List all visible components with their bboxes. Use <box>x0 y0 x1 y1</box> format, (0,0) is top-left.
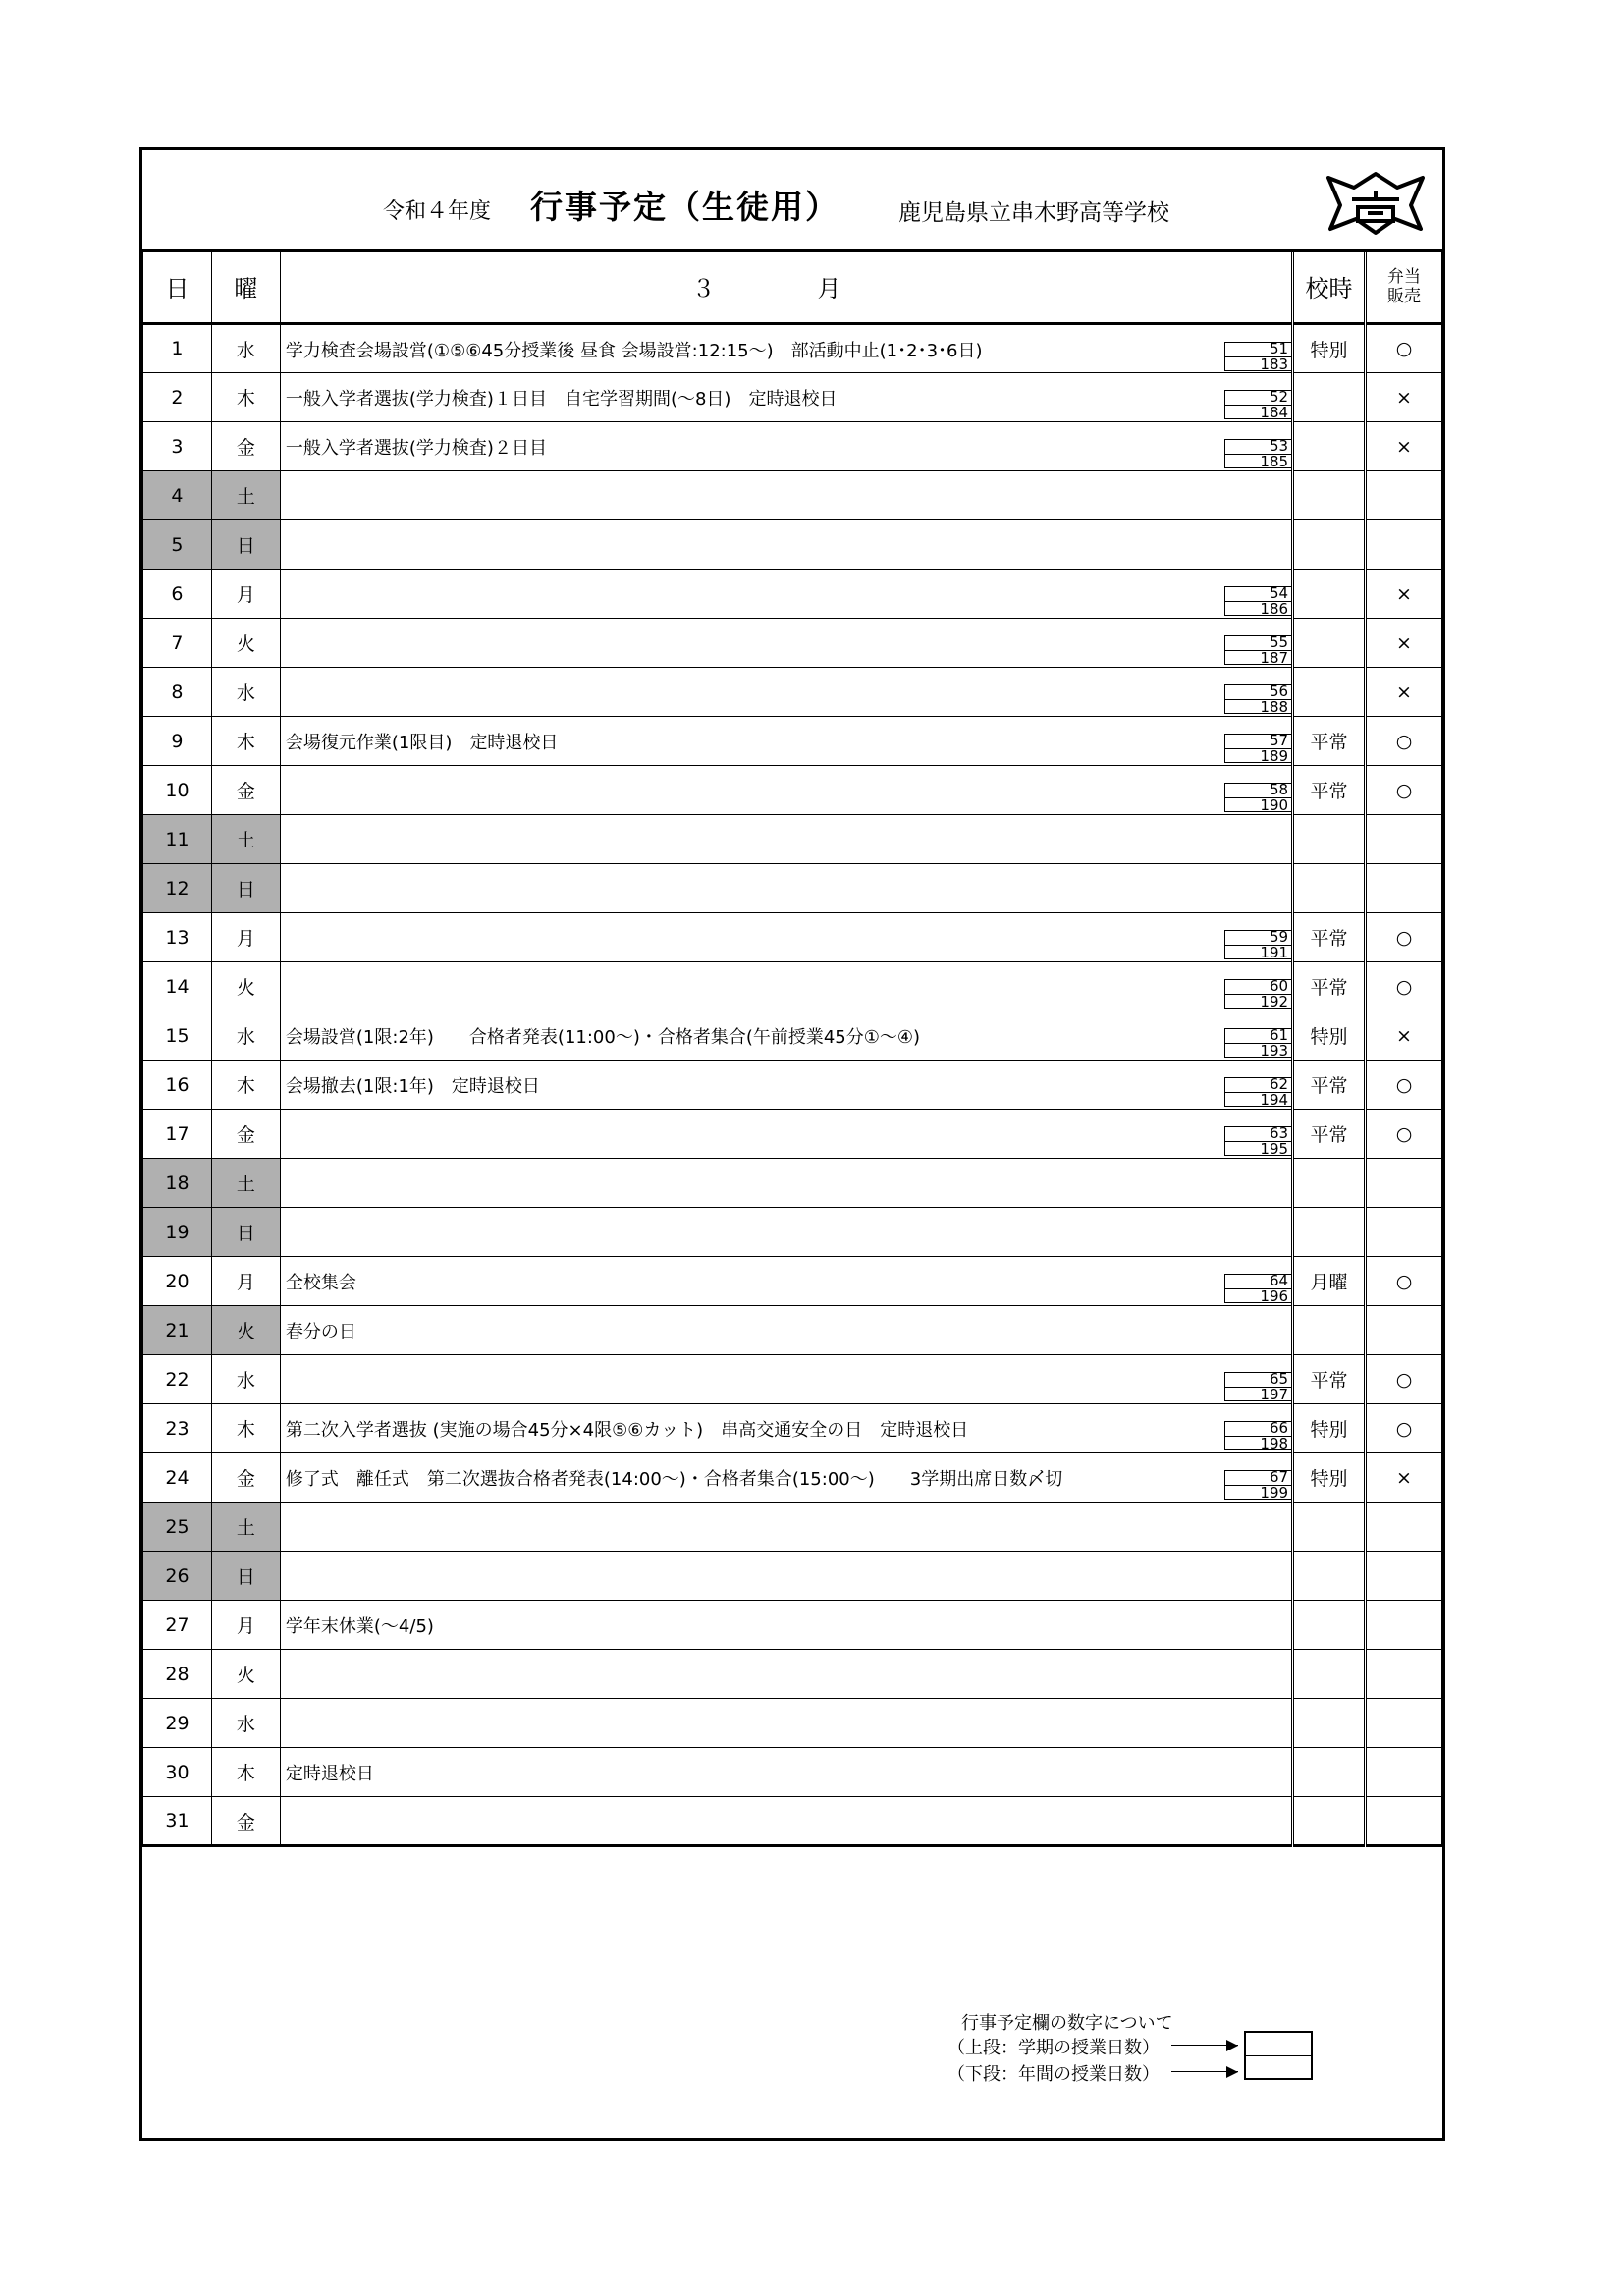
weekday-cell: 日 <box>211 864 280 913</box>
day-count-box <box>1224 390 1291 419</box>
kouji-cell <box>1293 815 1366 864</box>
kouji-cell: 特別 <box>1293 324 1366 373</box>
table-row <box>143 373 1442 422</box>
bento-cell: × <box>1366 1453 1442 1503</box>
weekday-cell: 土 <box>211 815 280 864</box>
day-cell: 14 <box>143 962 212 1011</box>
kouji-cell <box>1293 1601 1366 1650</box>
day-count-box <box>1224 734 1291 763</box>
kouji-cell <box>1293 1159 1366 1208</box>
weekday-cell: 金 <box>211 766 280 815</box>
year-day-count: 192 <box>1260 993 1289 1011</box>
event-text: 学力検査会場設営(①⑤⑥45分授業後 昼食 会場設営:12:15～) 部活動中止(1･2･3･6日) <box>285 341 983 361</box>
event-cell <box>280 766 1292 815</box>
term-day-count: 51 <box>1269 340 1289 357</box>
event-cell <box>280 668 1292 717</box>
table-row <box>143 1355 1442 1404</box>
table-header-row <box>143 250 1442 324</box>
day-cell: 26 <box>143 1552 212 1601</box>
day-cell: 20 <box>143 1257 212 1306</box>
event-cell <box>280 1306 1292 1355</box>
kouji-cell: 平常 <box>1293 1061 1366 1110</box>
weekday-cell: 土 <box>211 1159 280 1208</box>
table-row <box>143 1404 1442 1453</box>
weekday-cell: 日 <box>211 1208 280 1257</box>
bento-cell <box>1366 1306 1442 1355</box>
event-cell <box>280 1257 1292 1306</box>
table-row <box>143 766 1442 815</box>
event-cell <box>280 570 1292 619</box>
table-row <box>143 1011 1442 1061</box>
table-row <box>143 1306 1442 1355</box>
table-row <box>143 1650 1442 1699</box>
event-cell <box>280 1699 1292 1748</box>
weekday-cell: 日 <box>211 520 280 570</box>
kouji-cell <box>1293 1306 1366 1355</box>
event-cell <box>280 864 1292 913</box>
event-cell <box>280 1748 1292 1797</box>
bento-cell: × <box>1366 668 1442 717</box>
weekday-cell: 木 <box>211 373 280 422</box>
term-day-count: 54 <box>1269 584 1289 602</box>
term-day-count: 65 <box>1269 1370 1289 1388</box>
day-cell: 23 <box>143 1404 212 1453</box>
bento-cell: ○ <box>1366 1110 1442 1159</box>
weekday-cell: 月 <box>211 1257 280 1306</box>
table-row <box>143 668 1442 717</box>
year-day-count: 195 <box>1260 1140 1289 1158</box>
weekday-cell: 金 <box>211 422 280 471</box>
event-cell <box>280 1650 1292 1699</box>
event-cell <box>280 717 1292 766</box>
day-cell: 18 <box>143 1159 212 1208</box>
table-row <box>143 962 1442 1011</box>
kouji-cell <box>1293 570 1366 619</box>
event-text: 会場撤去(1限:1年) 定時退校日 <box>285 1076 540 1097</box>
event-cell <box>280 1110 1292 1159</box>
day-count-box <box>1224 979 1291 1009</box>
calendar-table <box>142 249 1442 1847</box>
bento-cell <box>1366 815 1442 864</box>
kouji-cell: 平常 <box>1293 1110 1366 1159</box>
year-day-count: 194 <box>1260 1091 1289 1109</box>
kouji-cell <box>1293 668 1366 717</box>
year-day-count: 186 <box>1260 600 1289 618</box>
bento-cell: ○ <box>1366 1404 1442 1453</box>
bento-cell <box>1366 1552 1442 1601</box>
kouji-cell: 特別 <box>1293 1404 1366 1453</box>
day-count-box <box>1224 1028 1291 1058</box>
event-cell <box>280 1503 1292 1552</box>
event-cell <box>280 962 1292 1011</box>
year-day-count: 183 <box>1260 355 1289 373</box>
table-row <box>143 1503 1442 1552</box>
weekday-cell: 水 <box>211 1355 280 1404</box>
bento-cell <box>1366 1797 1442 1846</box>
table-row <box>143 1699 1442 1748</box>
day-count-box <box>1224 635 1291 665</box>
kouji-cell: 月曜 <box>1293 1257 1366 1306</box>
year-day-count: 196 <box>1260 1287 1289 1305</box>
day-cell: 16 <box>143 1061 212 1110</box>
event-text: 会場復元作業(1限目) 定時退校日 <box>285 733 559 753</box>
event-text: 定時退校日 <box>285 1764 374 1784</box>
bento-cell: ○ <box>1366 717 1442 766</box>
day-count-box <box>1224 783 1291 812</box>
legend-box <box>1244 2031 1313 2080</box>
legend-upper: （上段：学期の授業日数） <box>947 2038 1160 2058</box>
event-text: 学年末休業(～4/5) <box>285 1616 434 1637</box>
weekday-cell: 金 <box>211 1110 280 1159</box>
event-cell <box>280 1453 1292 1503</box>
kouji-cell <box>1293 520 1366 570</box>
weekday-cell: 火 <box>211 962 280 1011</box>
term-day-count: 56 <box>1269 683 1289 700</box>
bento-cell <box>1366 1699 1442 1748</box>
kouji-cell <box>1293 1208 1366 1257</box>
day-count-box <box>1224 684 1291 714</box>
bento-cell <box>1366 1650 1442 1699</box>
day-count-box <box>1224 1421 1291 1450</box>
bento-cell: ○ <box>1366 913 1442 962</box>
event-cell <box>280 1601 1292 1650</box>
weekday-cell: 水 <box>211 324 280 373</box>
weekday-cell: 火 <box>211 1650 280 1699</box>
bento-cell <box>1366 1159 1442 1208</box>
weekday-cell: 水 <box>211 1011 280 1061</box>
kouji-cell <box>1293 864 1366 913</box>
bento-cell: ○ <box>1366 324 1442 373</box>
term-day-count: 53 <box>1269 437 1289 455</box>
year-day-count: 187 <box>1260 649 1289 667</box>
school-emblem-icon <box>1325 170 1427 237</box>
bento-cell <box>1366 1503 1442 1552</box>
event-text: 会場設営(1限:2年) 合格者発表(11:00～)・合格者集合(午前授業45分①～④) <box>285 1027 921 1048</box>
day-count-box <box>1224 1274 1291 1303</box>
day-cell: 19 <box>143 1208 212 1257</box>
term-day-count: 58 <box>1269 781 1289 798</box>
weekday-cell: 火 <box>211 619 280 668</box>
table-row <box>143 1552 1442 1601</box>
kouji-cell <box>1293 1552 1366 1601</box>
year-day-count: 190 <box>1260 796 1289 814</box>
event-cell <box>280 1355 1292 1404</box>
weekday-cell: 土 <box>211 471 280 520</box>
kouji-cell <box>1293 1797 1366 1846</box>
event-cell <box>280 1404 1292 1453</box>
weekday-cell: 木 <box>211 1404 280 1453</box>
col-month-header: ３ 月 <box>280 250 1292 324</box>
day-cell: 12 <box>143 864 212 913</box>
year-day-count: 199 <box>1260 1484 1289 1502</box>
table-row <box>143 1208 1442 1257</box>
kouji-cell <box>1293 619 1366 668</box>
term-day-count: 60 <box>1269 977 1289 995</box>
bento-cell: ○ <box>1366 1257 1442 1306</box>
weekday-cell: 月 <box>211 913 280 962</box>
event-text: 全校集会 <box>285 1273 356 1293</box>
fiscal-year-label: 令和４年度 <box>383 199 492 224</box>
table-row <box>143 1110 1442 1159</box>
weekday-cell: 月 <box>211 1601 280 1650</box>
col-bento-header <box>1366 250 1442 324</box>
event-cell <box>280 815 1292 864</box>
year-day-count: 197 <box>1260 1386 1289 1403</box>
term-day-count: 63 <box>1269 1124 1289 1142</box>
bento-cell <box>1366 1748 1442 1797</box>
bento-cell: × <box>1366 422 1442 471</box>
weekday-cell: 木 <box>211 717 280 766</box>
kouji-cell: 平常 <box>1293 717 1366 766</box>
day-cell: 3 <box>143 422 212 471</box>
kouji-cell <box>1293 422 1366 471</box>
bento-cell <box>1366 520 1442 570</box>
year-day-count: 198 <box>1260 1435 1289 1452</box>
day-count-box <box>1224 586 1291 616</box>
event-text: 一般入学者選抜(学力検査)１日目 自宅学習期間(～8日) 定時退校日 <box>285 389 838 410</box>
table-row <box>143 520 1442 570</box>
term-day-count: 59 <box>1269 928 1289 946</box>
table-row <box>143 1748 1442 1797</box>
kouji-cell <box>1293 373 1366 422</box>
kouji-cell <box>1293 1748 1366 1797</box>
table-row <box>143 864 1442 913</box>
weekday-cell: 木 <box>211 1748 280 1797</box>
day-cell: 22 <box>143 1355 212 1404</box>
day-cell: 5 <box>143 520 212 570</box>
day-cell: 7 <box>143 619 212 668</box>
day-cell: 15 <box>143 1011 212 1061</box>
bento-header-text: 弁当販売 <box>1387 266 1421 306</box>
day-cell: 9 <box>143 717 212 766</box>
event-cell <box>280 520 1292 570</box>
kouji-cell: 平常 <box>1293 913 1366 962</box>
table-row <box>143 422 1442 471</box>
bento-cell <box>1366 1208 1442 1257</box>
legend-arrow-upper <box>1171 2045 1238 2046</box>
event-cell <box>280 619 1292 668</box>
bento-cell: × <box>1366 373 1442 422</box>
weekday-cell: 日 <box>211 1552 280 1601</box>
day-count-box <box>1224 342 1291 371</box>
table-row <box>143 1159 1442 1208</box>
table-row <box>143 324 1442 373</box>
event-cell <box>280 1208 1292 1257</box>
weekday-cell: 水 <box>211 668 280 717</box>
table-row <box>143 570 1442 619</box>
event-cell <box>280 1159 1292 1208</box>
term-day-count: 52 <box>1269 388 1289 406</box>
term-day-count: 67 <box>1269 1468 1289 1486</box>
day-cell: 11 <box>143 815 212 864</box>
kouji-cell: 平常 <box>1293 1355 1366 1404</box>
event-text: 修了式 離任式 第二次選抜合格者発表(14:00～)・合格者集合(15:00～) 3学期出席日数〆切 <box>285 1469 1063 1490</box>
day-cell: 27 <box>143 1601 212 1650</box>
table-row <box>143 1797 1442 1846</box>
col-weekday-header: 曜 <box>211 250 280 324</box>
table-row <box>143 913 1442 962</box>
event-cell <box>280 913 1292 962</box>
bento-cell <box>1366 1601 1442 1650</box>
col-kouji-header: 校時 <box>1293 250 1366 324</box>
day-cell: 24 <box>143 1453 212 1503</box>
bento-cell <box>1366 864 1442 913</box>
event-cell <box>280 1061 1292 1110</box>
event-cell <box>280 324 1292 373</box>
year-day-count: 193 <box>1260 1042 1289 1060</box>
event-text: 一般入学者選抜(学力検査)２日目 <box>285 438 547 459</box>
day-cell: 2 <box>143 373 212 422</box>
table-row <box>143 619 1442 668</box>
term-day-count: 64 <box>1269 1272 1289 1289</box>
bento-cell: ○ <box>1366 962 1442 1011</box>
term-day-count: 57 <box>1269 732 1289 749</box>
kouji-cell <box>1293 1699 1366 1748</box>
weekday-cell: 木 <box>211 1061 280 1110</box>
legend-title: 行事予定欄の数字について <box>961 2013 1173 2034</box>
term-day-count: 61 <box>1269 1026 1289 1044</box>
day-cell: 21 <box>143 1306 212 1355</box>
bento-cell: × <box>1366 619 1442 668</box>
day-cell: 17 <box>143 1110 212 1159</box>
table-row <box>143 815 1442 864</box>
weekday-cell: 月 <box>211 570 280 619</box>
day-cell: 10 <box>143 766 212 815</box>
day-count-box <box>1224 1470 1291 1500</box>
weekday-cell: 金 <box>211 1453 280 1503</box>
day-count-box <box>1224 439 1291 468</box>
day-count-box <box>1224 1126 1291 1156</box>
kouji-cell: 平常 <box>1293 962 1366 1011</box>
table-row <box>143 1601 1442 1650</box>
day-cell: 8 <box>143 668 212 717</box>
year-day-count: 191 <box>1260 944 1289 961</box>
day-cell: 1 <box>143 324 212 373</box>
kouji-cell <box>1293 471 1366 520</box>
weekday-cell: 土 <box>211 1503 280 1552</box>
day-cell: 30 <box>143 1748 212 1797</box>
table-row <box>143 1061 1442 1110</box>
bento-cell: ○ <box>1366 766 1442 815</box>
term-day-count: 55 <box>1269 633 1289 651</box>
day-cell: 13 <box>143 913 212 962</box>
table-row <box>143 717 1442 766</box>
kouji-cell: 平常 <box>1293 766 1366 815</box>
bento-cell <box>1366 471 1442 520</box>
term-day-count: 62 <box>1269 1075 1289 1093</box>
table-row <box>143 1453 1442 1503</box>
kouji-cell: 特別 <box>1293 1453 1366 1503</box>
weekday-cell: 水 <box>211 1699 280 1748</box>
day-cell: 29 <box>143 1699 212 1748</box>
day-count-box <box>1224 1372 1291 1401</box>
table-row <box>143 1257 1442 1306</box>
title-row <box>142 150 1442 252</box>
table-row <box>143 471 1442 520</box>
weekday-cell: 火 <box>211 1306 280 1355</box>
day-count-box <box>1224 1077 1291 1107</box>
day-count-box <box>1224 930 1291 959</box>
year-day-count: 184 <box>1260 404 1289 421</box>
event-cell <box>280 1552 1292 1601</box>
event-cell <box>280 422 1292 471</box>
day-cell: 31 <box>143 1797 212 1846</box>
year-day-count: 189 <box>1260 747 1289 765</box>
day-cell: 4 <box>143 471 212 520</box>
event-cell <box>280 1797 1292 1846</box>
page-title: 行事予定（生徒用） <box>530 188 839 226</box>
year-day-count: 185 <box>1260 453 1289 470</box>
event-text: 第二次入学者選抜 (実施の場合45分×4限⑤⑥カット) 串高交通安全の日 定時退校日 <box>285 1420 969 1441</box>
event-cell <box>280 373 1292 422</box>
schedule-sheet <box>139 147 1445 2141</box>
kouji-cell <box>1293 1503 1366 1552</box>
kouji-cell <box>1293 1650 1366 1699</box>
term-day-count: 66 <box>1269 1419 1289 1437</box>
legend-arrow-lower <box>1171 2071 1238 2072</box>
day-cell: 28 <box>143 1650 212 1699</box>
kouji-cell: 特別 <box>1293 1011 1366 1061</box>
legend-lower: （下段：年間の授業日数） <box>947 2064 1160 2085</box>
bento-cell: × <box>1366 570 1442 619</box>
calendar-body <box>143 324 1442 1846</box>
school-name: 鹿児島県立串木野高等学校 <box>898 200 1169 226</box>
bento-cell: × <box>1366 1011 1442 1061</box>
day-cell: 6 <box>143 570 212 619</box>
event-cell <box>280 1011 1292 1061</box>
bento-cell: ○ <box>1366 1061 1442 1110</box>
event-cell <box>280 471 1292 520</box>
day-cell: 25 <box>143 1503 212 1552</box>
bento-cell: ○ <box>1366 1355 1442 1404</box>
year-day-count: 188 <box>1260 698 1289 716</box>
col-day-header: 日 <box>143 250 212 324</box>
event-text: 春分の日 <box>285 1322 356 1342</box>
weekday-cell: 金 <box>211 1797 280 1846</box>
